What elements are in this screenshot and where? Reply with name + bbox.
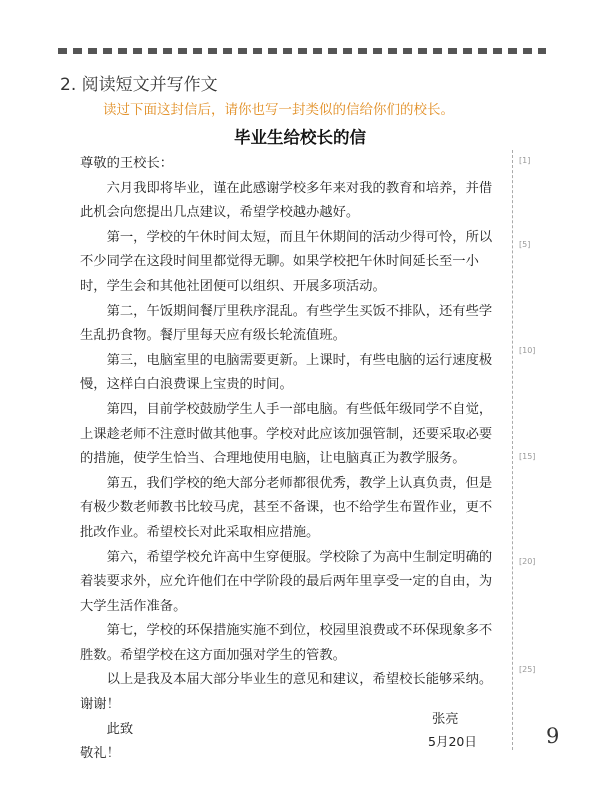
line-number: [10]	[519, 346, 536, 355]
letter-paragraph: 以上是我及本届大部分毕业生的意见和建议，希望校长能够采纳。谢谢！	[80, 672, 493, 713]
line-number: [25]	[519, 665, 536, 674]
instruction-text: 读过下面这封信后，请你也写一封类似的信给你们的校长。	[103, 102, 454, 118]
letter-paragraph: 第二，午饭期间餐厅里秩序混乱。有些学生买饭不排队，还有些学生乱扔食物。餐厅里每天应有级长轮流值班。	[80, 303, 493, 344]
signature: 张亮	[432, 712, 459, 727]
letter-paragraph: 第三，电脑室里的电脑需要更新。上课时，有些电脑的运行速度极慢，这样白白浪费课上宝贵的时间。	[80, 352, 493, 393]
line-number: [5]	[519, 240, 531, 249]
letter-paragraph: 第四，目前学校鼓励学生人手一部电脑。有些低年级同学不自觉，上课趁老师不注意时做其他事。学校对此应该加强管制，还要采取必要的措施，使学生恰当、合理地使用电脑，让电脑真正为教学服务。	[80, 401, 493, 467]
line-number: [1]	[519, 156, 531, 165]
letter-paragraph: 六月我即将毕业，谨在此感谢学校多年来对我的教育和培养，并借此机会向您提出几点建议，希望学校越办越好。	[80, 180, 493, 221]
letter-greeting: 尊敬的王校长：	[80, 156, 174, 171]
dashed-divider	[58, 48, 546, 54]
line-number: [15]	[519, 452, 536, 461]
letter-title: 毕业生给校长的信	[234, 128, 366, 147]
letter-paragraph: 第七，学校的环保措施实施不到位，校园里浪费或不环保现象多不胜数。希望学校在这方面加强对学生的管教。	[80, 623, 493, 663]
letter-salute: 敬礼！	[80, 746, 120, 762]
margin-line	[512, 150, 513, 750]
page-number: 9	[546, 724, 560, 748]
letter-paragraph: 第一，学校的午休时间太短，而且午休期间的活动少得可怜，所以不少同学在这段时间里都觉得无聊。如果学校把午休时间延长至一小时，学生会和其他社团便可以组织、开展多项活动。	[80, 229, 493, 294]
line-number: [20]	[519, 557, 536, 566]
letter-closing: 此致	[106, 721, 134, 737]
letter-paragraph: 第五，我们学校的绝大部分老师都很优秀，教学上认真负责，但是有极少数老师教书比较马虎，甚至不备课，也不给学生布置作业，更不批改作业。希望校长对此采取相应措施。	[80, 475, 493, 540]
section-title: 2. 阅读短文并写作文	[60, 75, 218, 95]
letter-date: 5月20日	[428, 734, 477, 749]
letter-body	[80, 152, 500, 767]
letter-paragraph: 第六，希望学校允许高中生穿便服。学校除了为高中生制定明确的着装要求外，应允许他们在中学阶段的最后两年里享受一定的自由，为大学生活作准备。	[80, 549, 493, 614]
